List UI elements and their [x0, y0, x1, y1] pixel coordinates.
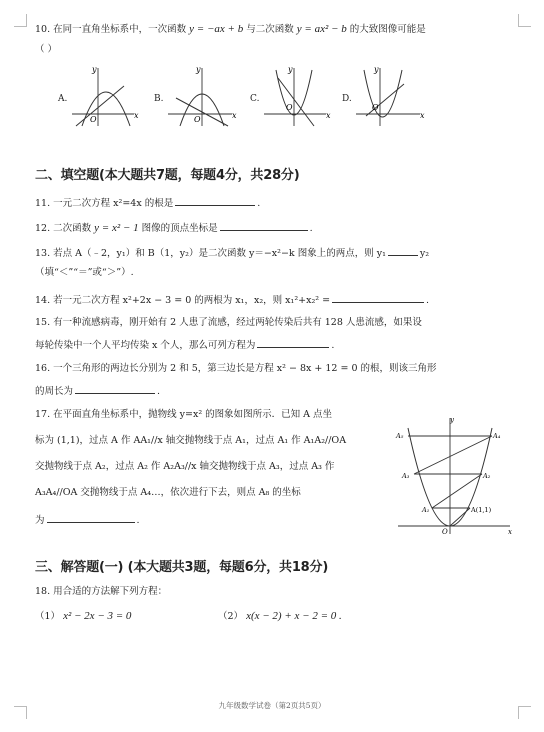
- q18-part1-equation: x² − 2x − 3 = 0: [63, 610, 132, 622]
- axis-x-label: x: [326, 111, 331, 120]
- fig-point-a1: A₁: [422, 506, 430, 514]
- option-a-label: A.: [58, 94, 68, 104]
- option-b-graph: [166, 64, 236, 128]
- q10-linear-eq: y = −ax + b: [189, 23, 244, 35]
- fig-origin-label: O: [442, 528, 448, 536]
- fig-y-label: y: [450, 416, 454, 424]
- fig-point-a4: A₄: [493, 432, 501, 440]
- axis-x-label: x: [134, 111, 139, 120]
- q13-answer-blank[interactable]: [388, 245, 418, 256]
- q17-period: .: [136, 515, 140, 526]
- axis-x-label: x: [232, 111, 237, 120]
- origin-label: O: [286, 103, 293, 112]
- axis-y-label: y: [374, 65, 379, 74]
- q10-text-c: 的大致图像可能是: [349, 24, 426, 35]
- origin-label: O: [90, 115, 97, 124]
- q15-line2: [35, 337, 334, 353]
- crop-mark-top-left: [14, 14, 27, 27]
- page-footer: 九年级数学试卷（第2页共5页）: [218, 701, 326, 710]
- option-b-label: B.: [154, 94, 164, 104]
- axis-y-label: y: [196, 65, 201, 74]
- q17-line4: A₃A₄//OA 交抛物线于点 A₄…，依次进行下去，则点 A₈ 的坐标: [35, 487, 301, 498]
- q10-answer-paren: （ ）: [35, 44, 58, 55]
- q12: [35, 220, 313, 236]
- q17-text: 为: [35, 515, 45, 526]
- q17-line3: 交抛物线于点 A₂，过点 A₂ 作 A₂A₃//x 轴交抛物线于点 A₃，过点 A₃ 作: [35, 461, 335, 472]
- option-d-graph: [354, 64, 424, 128]
- axis-y-label: y: [92, 65, 97, 74]
- q14: [35, 292, 429, 308]
- q12-answer-blank[interactable]: [220, 220, 308, 231]
- fig-point-a5: A₅: [396, 432, 404, 440]
- q18-part1: [35, 609, 131, 624]
- option-c-label: C.: [250, 94, 260, 104]
- q11-answer-blank[interactable]: [175, 195, 255, 206]
- fig-x-label: x: [508, 528, 512, 536]
- q12-equation: y = x² − 1: [94, 222, 139, 234]
- q12-text-b: 图像的顶点坐标是: [141, 223, 218, 234]
- fig-point-a2: A₂: [483, 472, 491, 480]
- q16-text: 的周长为: [35, 386, 74, 397]
- q14-period: .: [426, 295, 430, 306]
- q11-text: 11. 一元二次方程 x²=4x 的根是: [35, 198, 174, 209]
- q12-period: .: [309, 223, 313, 234]
- origin-label: O: [194, 115, 201, 124]
- q18-part2: [218, 609, 342, 624]
- q13-text: 13. 若点 A（﹣2，y₁）和 B（1，y₂）是二次函数 y＝−x²−k 图象上的两点，则 y₁: [35, 248, 386, 259]
- option-c-graph: [262, 64, 332, 128]
- q17-line5: [35, 512, 140, 528]
- q18-title: 18. 用合适的方法解下列方程：: [35, 586, 168, 597]
- q11: [35, 195, 260, 211]
- axis-y-label: y: [288, 65, 293, 74]
- fig-point-a: A(1,1): [471, 506, 492, 514]
- q17-parabola-figure: [392, 416, 516, 536]
- q10-text-b: 与二次函数: [246, 24, 294, 35]
- q18-part2-equation: x(x − 2) + x − 2 = 0 .: [246, 610, 342, 622]
- origin-label: O: [372, 103, 379, 112]
- q15-text: 每轮传染中一个人平均传染 x 个人，那么可列方程为: [35, 340, 256, 351]
- q18-part1-label: （1）: [35, 611, 61, 622]
- q13-line2: （填“＜”“＝”或“＞”）.: [35, 267, 134, 278]
- q17-answer-blank[interactable]: [47, 512, 135, 523]
- crop-mark-top-right: [518, 14, 531, 27]
- q16-period: .: [157, 386, 161, 397]
- q15-answer-blank[interactable]: [257, 337, 329, 348]
- q10-quadratic-eq: y = ax² − b: [296, 23, 347, 35]
- option-d-label: D.: [342, 94, 352, 104]
- q17-line1: 17. 在平面直角坐标系中，抛物线 y=x² 的图象如图所示．已知 A 点坐: [35, 409, 333, 420]
- q10-stem: [35, 22, 426, 37]
- section-2-heading: 二、填空题(本大题共7题，每题4分，共28分): [35, 168, 300, 183]
- q10-text-a: 10. 在同一直角坐标系中，一次函数: [35, 24, 187, 35]
- axis-x-label: x: [420, 111, 425, 120]
- option-a-graph: [70, 64, 140, 128]
- q13-y2: y₂: [419, 248, 430, 259]
- q13: [35, 245, 429, 261]
- q11-period: .: [257, 198, 261, 209]
- q16-answer-blank[interactable]: [75, 383, 155, 394]
- q12-text-a: 12. 二次函数: [35, 223, 92, 234]
- q15-line1: 15. 有一种流感病毒，刚开始有 2 人患了流感，经过两轮传染后共有 128 人患流感，如果设: [35, 317, 422, 328]
- q16-line2: [35, 383, 160, 399]
- q15-period: .: [331, 340, 335, 351]
- q14-answer-blank[interactable]: [332, 292, 424, 303]
- fig-point-a3: A₃: [402, 472, 410, 480]
- q14-text: 14. 若一元二次方程 x²+2x − 3 = 0 的两根为 x₁，x₂，则 x₁²+x₂² =: [35, 295, 331, 306]
- q17-line2: 标为 (1,1)，过点 A 作 AA₁//x 轴交抛物线于点 A₁，过点 A₁ 作 A₁A₂//OA: [35, 435, 347, 446]
- q18-part2-label: （2）: [218, 611, 244, 622]
- q16-line1: 16. 一个三角形的两边长分别为 2 和 5，第三边长是方程 x² − 8x + 12 = 0 的根，则该三角形: [35, 363, 437, 374]
- section-3-heading: 三、解答题(一) (本大题共3题，每题6分，共18分): [35, 560, 329, 575]
